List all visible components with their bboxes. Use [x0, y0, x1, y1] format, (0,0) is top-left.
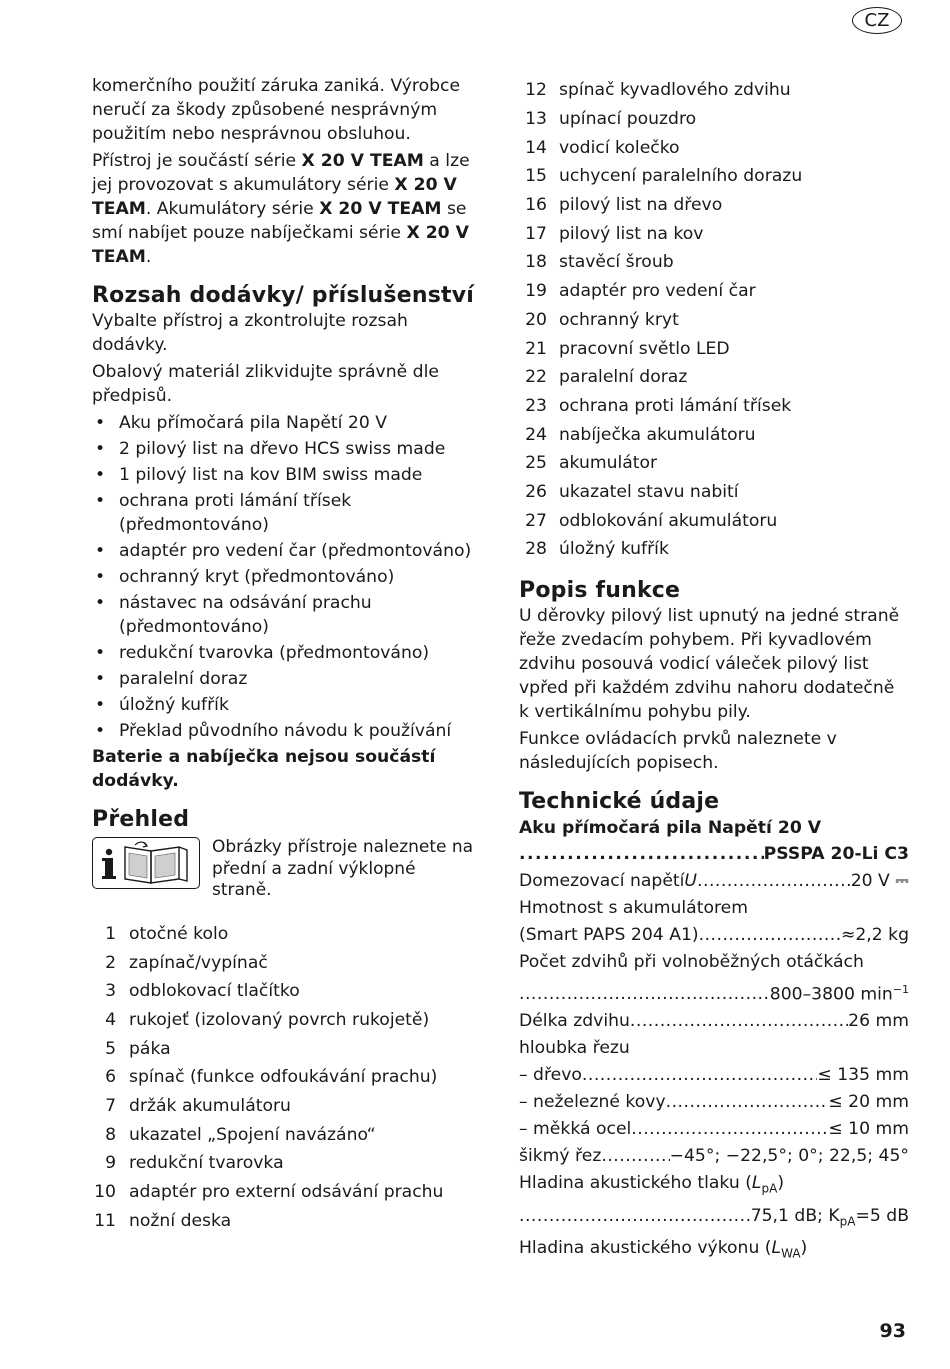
- pressure-row: ..... 75,1 dB; $K_{pA}=5$ dB: [519, 1203, 909, 1235]
- list-item: 20 ochranný kryt: [525, 309, 679, 330]
- left-column: [92, 74, 477, 1235]
- list-item: 7 držák akumulátoru: [105, 1095, 291, 1116]
- list-item: 1 otočné kolo: [105, 923, 229, 944]
- cut-depth-label: hloubka řezu: [519, 1038, 630, 1059]
- list-item: • adaptér pro vedení čar (předmontováno): [92, 539, 477, 563]
- list-item: 23 ochrana proti lámání třísek: [525, 395, 792, 416]
- list-item: 12 spínač kyvadlového zdvihu: [525, 80, 791, 101]
- language-badge: [852, 7, 902, 34]
- list-item: 5 páka: [105, 1038, 171, 1059]
- list-item: • paralelní doraz: [92, 667, 477, 691]
- language-code: CZ: [864, 10, 890, 31]
- list-item: 9 redukční tvarovka: [105, 1153, 284, 1174]
- weight-row: (Smart PAPS 204 A1) ..... ≈2,2 kg: [519, 922, 909, 949]
- list-item: • ochrana proti lámání třísek (předmontováno): [92, 489, 477, 537]
- overview-info-text: Obrázky přístroje naleznete na přední a zadní výklopné straně.: [212, 837, 474, 900]
- weight-label: Hmotnost s akumulátorem: [519, 897, 748, 918]
- bevel-row: šikmý řez ..... −45°; −22,5°; 0°; 22,5; 45°: [519, 1143, 909, 1170]
- list-item: 26 ukazatel stavu nabití: [525, 481, 739, 502]
- overview-info: [92, 837, 477, 902]
- pressure-label: Hladina akustického tlaku $(L_{pA})$: [519, 1173, 785, 1196]
- tech-subheading: Aku přímočará pila Napětí 20 V: [519, 817, 822, 838]
- team-paragraph: Přístroj je součástí série X 20 V TEAM a lze jej provozovat s akumulátory série X 20 V TEAM. Akumulátory série X 20 V TEAM se smí nabíjet pouze nabíječkami série X 20 V TEAM.: [92, 151, 470, 267]
- list-item: 24 nabíječka akumulátoru: [525, 424, 756, 445]
- parts-list-right: [519, 76, 909, 564]
- voltage-row: Domezovací napětí U ..... 20 V ⎓: [519, 868, 909, 895]
- nonferrous-row: – neželezné kovy ..... ≤ 20 mm: [519, 1089, 909, 1116]
- list-item: 11 nožní deska: [94, 1210, 232, 1231]
- function-heading: Popis funkce: [519, 577, 681, 603]
- list-item: 10 adaptér pro externí odsávání prachu: [94, 1182, 444, 1203]
- list-item: 21 pracovní světlo LED: [525, 338, 730, 359]
- function-paragraph-2: Funkce ovládacích prvků naleznete v následujících popisech.: [519, 728, 837, 773]
- page-number: 93: [879, 1320, 906, 1342]
- list-item: 4 rukojeť (izolovaný povrch rukojetě): [105, 1009, 430, 1030]
- function-paragraph-1: U děrovky pilový list upnutý na jedné straně řeže zvedacím pohybem. Při kyvadlovém zdvihu posouvá vodicí váleček pilový list vpřed při každém zdvihu nahoru dodatečně k vertikálnímu pohybu pily.: [519, 605, 900, 722]
- list-item: 15 uchycení paralelního dorazu: [525, 166, 803, 187]
- list-item: 18 stavěcí šroub: [525, 252, 674, 273]
- list-item: • Překlad původního návodu k používání: [92, 719, 477, 743]
- scope-list: [92, 411, 477, 743]
- steel-row: – měkká ocel ..... ≤ 10 mm: [519, 1116, 909, 1143]
- list-item: 16 pilový list na dřevo: [525, 195, 723, 216]
- list-item: 27 odblokování akumulátoru: [525, 510, 778, 531]
- list-item: 17 pilový list na kov: [525, 223, 704, 244]
- scope-paragraph-2: Obalový materiál zlikvidujte správně dle předpisů.: [92, 362, 439, 406]
- list-item: 14 vodicí kolečko: [525, 137, 680, 158]
- list-item: 25 akumulátor: [525, 453, 658, 474]
- list-item: • nástavec na odsávání prachu (předmontováno): [92, 591, 477, 639]
- list-item: 28 úložný kufřík: [525, 539, 669, 560]
- info-fold-out-icon: [92, 837, 200, 889]
- list-item: 2 zapínač/vypínač: [105, 952, 268, 973]
- power-label: Hladina akustického výkonu $(L_{WA})$: [519, 1238, 808, 1261]
- tech-specs: [519, 815, 909, 1268]
- overview-heading: Přehled: [92, 807, 190, 832]
- right-column: [519, 76, 909, 1268]
- list-item: 8 ukazatel „Spojení navázáno“: [105, 1124, 376, 1145]
- list-item: 3 odblokovací tlačítko: [105, 981, 300, 1002]
- list-item: • redukční tvarovka (předmontováno): [92, 641, 477, 665]
- info-book-icon: [99, 841, 193, 885]
- scope-heading: Rozsah dodávky/ příslušenství: [92, 283, 474, 308]
- scope-paragraph-1: Vybalte přístroj a zkontrolujte rozsah dodávky.: [92, 311, 408, 355]
- list-item: • ochranný kryt (předmontováno): [92, 565, 477, 589]
- wood-row: – dřevo ..... ≤ 135 mm: [519, 1062, 909, 1089]
- list-item: • 2 pilový list na dřevo HCS swiss made: [92, 437, 477, 461]
- list-item: 6 spínač (funkce odfoukávání prachu): [105, 1067, 438, 1088]
- strokes-row: ..... 800–3800 $\min^{-1}$: [519, 976, 909, 1009]
- strokes-label: Počet zdvihů při volnoběžných otáčkách: [519, 951, 864, 972]
- model-row: ..... PSSPA 20-Li C3: [519, 841, 909, 868]
- tech-heading: Technické údaje: [519, 788, 720, 814]
- intro-paragraph: komerčního použití záruka zaniká. Výrobce neručí za škody způsobené nesprávným použitím nebo nesprávnou obsluhou.: [92, 76, 461, 144]
- list-item: 22 paralelní doraz: [525, 367, 688, 388]
- parts-list-left: [88, 920, 477, 1236]
- list-item: 19 adaptér pro vedení čar: [525, 281, 756, 302]
- stroke-length-row: Délka zdvihu ..... 26 mm: [519, 1008, 909, 1035]
- list-item: • Aku přímočará pila Napětí 20 V: [92, 411, 477, 435]
- list-item: • úložný kufřík: [92, 693, 477, 717]
- list-item: 13 upínací pouzdro: [525, 109, 697, 130]
- list-item: • 1 pilový list na kov BIM swiss made: [92, 463, 477, 487]
- scope-note: Baterie a nabíječka nejsou součástí dodávky.: [92, 747, 436, 791]
